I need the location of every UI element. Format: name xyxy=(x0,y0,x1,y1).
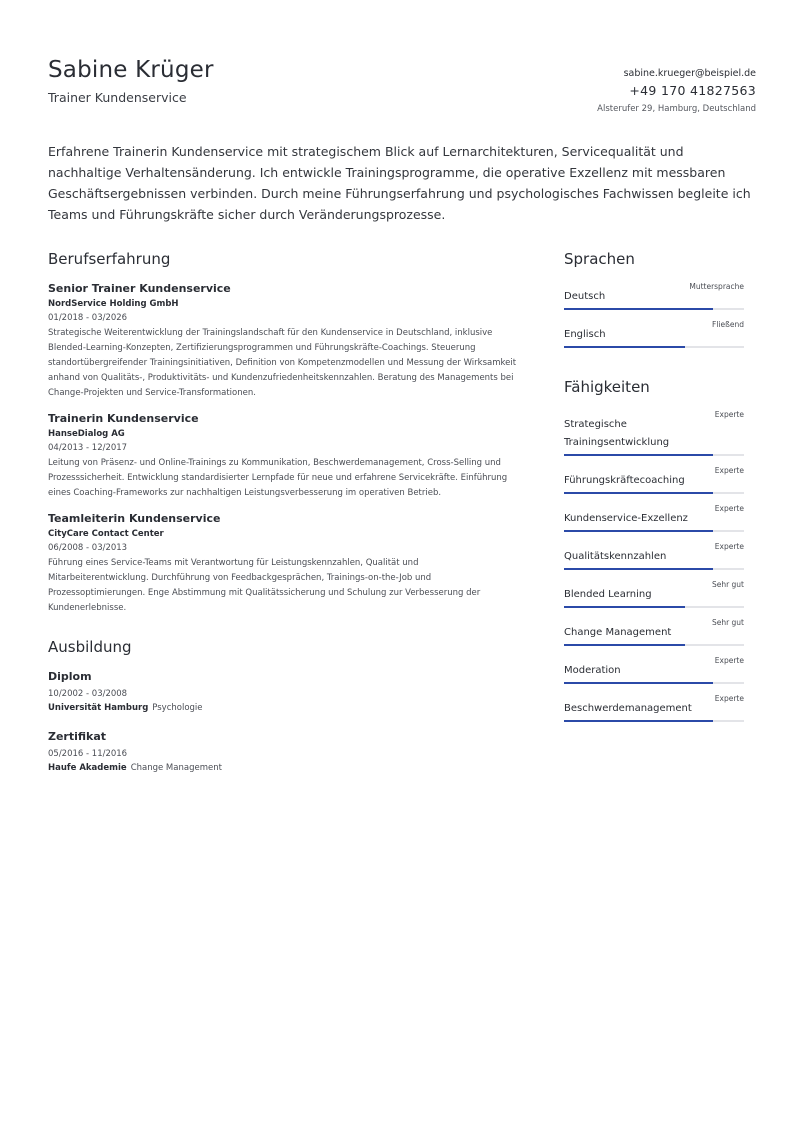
skill-item-bar-fill xyxy=(564,644,685,646)
language-item xyxy=(564,282,744,310)
job-description: Führung eines Service-Teams mit Verantwortung für Leistungskennzahlen, Qualität und Mitarbeiterentwicklung. Durchführung von Feedbackgesprächen, Trainings-on-the-Job und Prozessoptimierungen. Enge Abstimmung mit Qualitätssicherung und Schulung zur Verbesserung der Kundenerlebnisse. xyxy=(48,558,481,613)
languages-list xyxy=(564,282,744,348)
skill-item-bar-fill xyxy=(564,720,713,722)
job-date: 01/2018 - 03/2026 xyxy=(48,313,128,323)
skill-item-level: Sehr gut xyxy=(711,618,744,627)
education-date: 10/2002 - 03/2008 xyxy=(48,689,128,699)
skills-list xyxy=(564,410,744,722)
contact-phone[interactable]: +49 170 41827563 xyxy=(629,83,756,98)
education-degree: Zertifikat xyxy=(48,730,107,743)
language-item-row xyxy=(564,320,744,344)
language-item-level: Muttersprache xyxy=(689,282,744,291)
education-degree: Diplom xyxy=(48,670,92,683)
skill-item-name: Blended Learning xyxy=(564,589,652,600)
skill-item xyxy=(564,694,744,722)
skill-item xyxy=(564,410,744,456)
skill-item-name: Strategische Trainingsentwicklung xyxy=(564,419,670,448)
experience-heading: Berufserfahrung xyxy=(48,250,171,268)
languages-heading: Sprachen xyxy=(564,250,635,268)
skill-item-level: Experte xyxy=(714,466,744,475)
education-heading: Ausbildung xyxy=(48,638,132,656)
skill-item-bar-track xyxy=(564,606,744,608)
education-field: Psychologie xyxy=(152,703,203,713)
language-item-name: Deutsch xyxy=(564,291,606,302)
language-item-bar-track xyxy=(564,346,744,348)
skill-item-name: Change Management xyxy=(564,627,672,638)
job-title: Trainerin Kundenservice xyxy=(48,412,199,425)
job-company: HanseDialog AG xyxy=(48,429,125,439)
skill-item-bar-fill xyxy=(564,454,713,456)
skill-item-level: Experte xyxy=(714,504,744,513)
job-date: 06/2008 - 03/2013 xyxy=(48,543,128,553)
skill-item-bar-fill xyxy=(564,682,713,684)
skill-item-bar-track xyxy=(564,530,744,532)
skill-item-row xyxy=(564,410,744,452)
education-school: Universität Hamburg xyxy=(48,703,149,713)
skill-item-row xyxy=(564,504,744,528)
skill-item-name: Führungskräftecoaching xyxy=(564,475,685,486)
skills-heading: Fähigkeiten xyxy=(564,378,650,396)
skill-item xyxy=(564,466,744,494)
skill-item-bar-track xyxy=(564,682,744,684)
education-institution-line xyxy=(48,761,520,776)
language-item xyxy=(564,320,744,348)
language-item-bar-track xyxy=(564,308,744,310)
contact-email[interactable]: sabine.krueger@beispiel.de xyxy=(623,68,756,79)
skill-item-bar-track xyxy=(564,644,744,646)
skill-item xyxy=(564,504,744,532)
sidebar-column xyxy=(564,250,744,732)
skill-item-level: Experte xyxy=(714,694,744,703)
skill-item-bar-track xyxy=(564,454,744,456)
skill-item xyxy=(564,656,744,684)
skill-item-level: Sehr gut xyxy=(711,580,744,589)
skill-item-name: Kundenservice-Exzellenz xyxy=(564,513,688,524)
skill-item-bar-track xyxy=(564,720,744,722)
skill-item-row xyxy=(564,542,744,566)
job-entry xyxy=(48,411,520,501)
education-entry xyxy=(48,729,520,776)
skill-item-row xyxy=(564,580,744,604)
education-school: Haufe Akademie xyxy=(48,763,127,773)
skill-item-bar-fill xyxy=(564,530,713,532)
job-entry xyxy=(48,511,520,616)
skill-item-bar-fill xyxy=(564,568,713,570)
job-date: 04/2013 - 12/2017 xyxy=(48,443,128,453)
skill-item-bar-track xyxy=(564,492,744,494)
job-title: Teamleiterin Kundenservice xyxy=(48,512,221,525)
job-description: Strategische Weiterentwicklung der Trainingslandschaft für den Kundenservice in Deutschland, inklusive Blended-Learning-Konzepten, Zertifizierungsprogrammen und Führungskräfte-Coachings. Steuerung standortübergreifender Trainingsinitiativen, Definition von Kompetenzmodellen und Messung der Wirksamkeit anhand von Qualitäts-, Produktivitäts- und Kundenzufriedenheitskennzahlen. Beratung des Managements bei Change-Projekten und Service-Transformationen. xyxy=(48,328,517,398)
job-company: CityCare Contact Center xyxy=(48,529,164,539)
skill-item-bar-fill xyxy=(564,492,713,494)
candidate-name: Sabine Krüger xyxy=(48,57,214,83)
job-company: NordService Holding GmbH xyxy=(48,299,179,309)
language-item-bar-fill xyxy=(564,346,685,348)
skill-item-level: Experte xyxy=(714,656,744,665)
skill-item-level: Experte xyxy=(714,410,744,419)
skill-item-row xyxy=(564,694,744,718)
language-item-level: Fließend xyxy=(712,320,744,329)
language-item-bar-fill xyxy=(564,308,713,310)
skill-item xyxy=(564,580,744,608)
skill-item-bar-track xyxy=(564,568,744,570)
skill-item-name: Qualitätskennzahlen xyxy=(564,551,667,562)
contact-address: Alsterufer 29, Hamburg, Deutschland xyxy=(597,104,756,114)
skill-item-level: Experte xyxy=(714,542,744,551)
job-entry xyxy=(48,281,520,401)
profile-summary: Erfahrene Trainerin Kundenservice mit strategischem Blick auf Lernarchitekturen, Servicequalität und nachhaltige Verhaltensänderung. Ich entwickle Trainingsprogramme, die operative Exzellenz mit messbaren Geschäftsergebnissen verbinden. Durch meine Führungserfahrung und psychologisches Fachwissen begleite ich Teams und Führungskräfte sicher durch Veränderungsprozesse. xyxy=(48,144,751,222)
skill-item-bar-fill xyxy=(564,606,685,608)
job-description: Leitung von Präsenz- und Online-Trainings zu Kommunikation, Beschwerdemanagement, Cross-Selling und Prozesssicherheit. Entwicklung standardisierter Lernpfade für neue und erfahrene Servicekräfte. Einführung eines Coaching-Frameworks zur nachhaltigen Leistungsverbesserung im operativen Betrieb. xyxy=(48,458,508,498)
skill-item xyxy=(564,542,744,570)
education-field: Change Management xyxy=(130,763,222,773)
skill-item-row xyxy=(564,618,744,642)
main-column xyxy=(48,250,520,789)
education-entry xyxy=(48,669,520,716)
job-title: Senior Trainer Kundenservice xyxy=(48,282,231,295)
skill-item-row xyxy=(564,656,744,680)
language-item-row xyxy=(564,282,744,306)
education-institution-line xyxy=(48,701,520,716)
skill-item-row xyxy=(564,466,744,490)
education-date: 05/2016 - 11/2016 xyxy=(48,749,128,759)
candidate-role: Trainer Kundenservice xyxy=(48,90,187,105)
skill-item xyxy=(564,618,744,646)
language-item-name: Englisch xyxy=(564,329,606,340)
skill-item-name: Moderation xyxy=(564,665,621,676)
skill-item-name: Beschwerdemanagement xyxy=(564,703,692,714)
contact-block xyxy=(597,67,756,117)
